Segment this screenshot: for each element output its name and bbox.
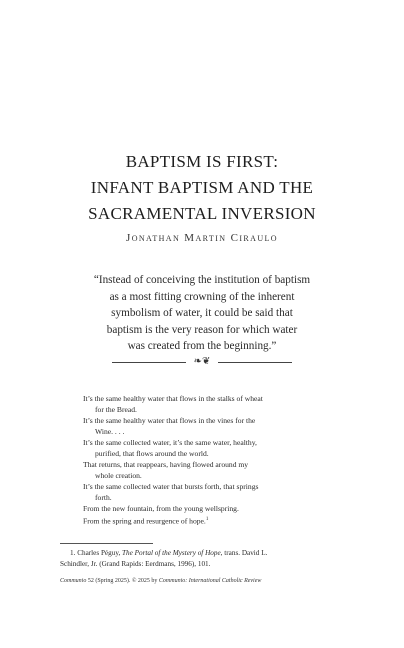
author-name: Jonathan Martin Ciraulo xyxy=(126,232,278,244)
footnote-number: 1. xyxy=(70,549,76,557)
epigraph-line: baptism is the very reason for which water xyxy=(106,323,298,336)
footnote-marker[interactable]: 1 xyxy=(205,517,209,522)
poem-line: It’s the same collected water that bursts forth, that springs xyxy=(83,482,259,491)
copyright-line xyxy=(60,578,261,584)
poem-excerpt xyxy=(83,393,321,527)
footnote-author: Charles Péguy, xyxy=(77,549,121,557)
title-line-2: INFANT BAPTISM AND THE xyxy=(90,178,314,197)
journal-name: Communio xyxy=(60,578,87,584)
footnote-work-title: The Portal of the Mystery of Hope xyxy=(122,549,221,557)
epigraph-line: “Instead of conceiving the institution of baptism xyxy=(93,274,311,286)
epigraph-line: as a most fitting crowning of the inherent xyxy=(109,290,295,303)
poem-line: It’s the same healthy water that flows in the stalks of wheat xyxy=(83,394,263,403)
journal-full-name: Communio: International Catholic Review xyxy=(158,578,262,584)
article-title xyxy=(20,149,384,227)
poem-line-text: From the spring and resurgence of hope. xyxy=(83,516,206,526)
epigraph xyxy=(70,272,334,355)
section-ornament xyxy=(112,356,292,368)
footnote-line-1 xyxy=(60,548,350,559)
epigraph-line: was created from the beginning.” xyxy=(127,340,277,352)
footnote-line-2: Schindler, Jr. (Grand Rapids: Eerdmans, 1996), 101. xyxy=(60,560,211,568)
poem-line: It’s the same healthy water that flows in the vines for the xyxy=(83,416,256,425)
ornament-rule-left xyxy=(112,362,186,363)
poem-line: purified, that flows around the world. xyxy=(95,449,209,458)
poem-line: Wine. . . . xyxy=(95,427,125,436)
issue-info: 52 (Spring 2025). © 2025 by xyxy=(86,578,159,584)
poem-line: That returns, that reappears, having flowed around my xyxy=(83,460,249,469)
ornament-rule-right xyxy=(218,362,292,363)
poem-line: It’s the same collected water, it’s the same water, healthy, xyxy=(83,438,257,447)
footnote-rule xyxy=(60,543,153,544)
title-line-3: SACRAMENTAL INVERSION xyxy=(88,204,316,223)
poem-line xyxy=(83,514,321,527)
poem-line: From the new fountain, from the young wellspring. xyxy=(83,504,239,513)
footnote-text: , trans. David L. xyxy=(220,549,268,557)
footnote xyxy=(60,548,350,570)
poem-line: forth. xyxy=(95,493,112,502)
poem-line: whole creation. xyxy=(95,471,142,480)
title-line-1: BAPTISM IS FIRST: xyxy=(125,152,279,171)
fleuron-icon: ❧❦ xyxy=(193,356,211,367)
poem-line: for the Bread. xyxy=(95,405,137,414)
epigraph-line: symbolism of water, it could be said that xyxy=(111,307,293,319)
